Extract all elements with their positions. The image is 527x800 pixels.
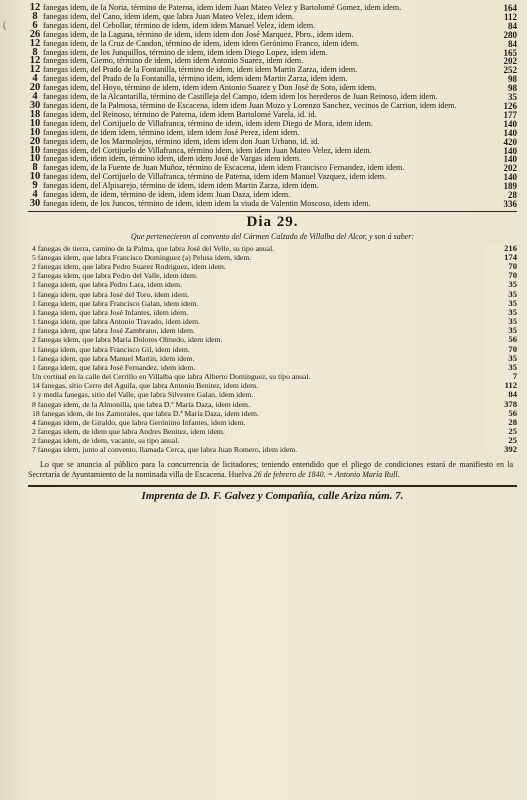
entry-text: fanegas idem, de idem, término de idem, idem idem Juan Daza, idem idem. [43, 190, 291, 200]
entry-price: 202 [503, 163, 517, 174]
entry2-price: 84 [485, 390, 517, 399]
entry-text: fanegas idem, del Prado de la Fontanilla, término idem, idem idem Martin Zarza, idem idem. [43, 74, 348, 84]
entry2-price: 216 [485, 244, 517, 253]
entry2-text: 1 fanega idem, que labra Francisco Gil, idem idem. [32, 344, 190, 354]
entry-text: fanegas idem, de idem idem, término idem, idem idem José Perez, idem idem. [43, 127, 300, 137]
entry2-price: 25 [485, 427, 517, 436]
entry2-row [28, 372, 517, 381]
entry-text: fanegas idem, Giemo, término de idem, idem idem Antonio Suarez, idem idem. [43, 56, 304, 66]
entry2-row [28, 326, 517, 335]
entry2-price: 35 [485, 363, 517, 372]
entry-text: fanegas idem, de la Fuente de Juan Muñoz, término de Escacena, idem idem Francisco Fernandez, idem idem. [43, 163, 405, 173]
entry-text: fanegas idem, del Cebollar, término de idem, idem idem Manuel Velez, idem idem. [43, 20, 316, 30]
entry-price: 202 [503, 56, 517, 67]
entry2-text: 1 fanega idem, que labra José del Toro, idem idem. [32, 289, 189, 299]
entry-price: 140 [503, 118, 517, 129]
entry2-price: 35 [485, 290, 517, 299]
entry-price: 420 [503, 136, 517, 147]
entry-text: fanegas idem, del Reinoso, término de Paterna, idem idem Bartolomé Varela, id. id. [43, 109, 317, 119]
entry2-price: 56 [485, 409, 517, 418]
entry-price: 164 [503, 3, 517, 13]
entry2-text: 1 fanega idem, que labra Pedro Lara, idem idem. [32, 280, 183, 290]
entry-price: 98 [508, 83, 517, 94]
entry-text: fanegas idem, de los Marmolejos, término idem, idem idem don Juan Urbano, id. id. [43, 136, 320, 146]
entry-text: fanegas idem, del Cortijuelo de Villafranca, término idem, idem idem Juan Mateo Velez, idem idem. [43, 145, 372, 155]
entry2-row [28, 345, 517, 354]
entry2-row [28, 262, 517, 271]
entry2-text: 1 fanega idem, que labra José Fernandez, idem idem. [32, 362, 196, 372]
entries-list [28, 4, 517, 209]
entry-quantity: 9 [32, 180, 38, 192]
entry-quantity: 26 [29, 28, 41, 40]
entry2-row [28, 290, 517, 299]
entry2-price: 35 [485, 326, 517, 335]
entry2-text: 1 fanega idem, que labra Manuel Martin, idem idem. [32, 353, 195, 363]
notice-date-signature: 26 de febrero de 1840. = Antonio María Rull. [253, 469, 400, 479]
entry2-text: 5 fanegas idem, que labra Francisco Dominguez (a) Pelusa idem, idem. [32, 253, 252, 262]
entry-quantity: 12 [29, 64, 41, 76]
entry2-row [28, 436, 517, 445]
entry2-row [28, 271, 517, 280]
entry2-price: 392 [485, 445, 517, 454]
entry-text: fanegas idem, del Cano, idem idem, que labra Juan Mateo Velez, idem idem. [43, 11, 295, 21]
entry-price: 189 [503, 181, 517, 192]
entry2-row [28, 299, 517, 308]
entry2-price: 25 [485, 436, 517, 445]
entry2-row [28, 354, 517, 363]
entry-quantity: 4 [32, 189, 38, 201]
entry2-row [28, 244, 517, 253]
entry-quantity: 8 [32, 46, 38, 58]
entry-quantity: 8 [32, 10, 38, 22]
entry2-price: 56 [485, 335, 517, 344]
entry-price: 140 [503, 127, 517, 138]
notice-paragraph [28, 460, 517, 479]
entry-quantity: 10 [29, 153, 41, 165]
entry-quantity: 30 [29, 99, 41, 111]
entry2-text: 14 fanegas, sitio Cerro del Aguila, que labra Antonio Benitez, idem idem. [32, 381, 259, 391]
entry-price: 165 [503, 47, 517, 58]
entry-quantity: 10 [29, 171, 41, 183]
entry-price: 140 [503, 154, 517, 165]
entry-row [28, 197, 517, 209]
entry-text: fanegas idem, de la Palmosa, término de Escacena, idem idem Juan Mozo y Lorenzo Sanchez, vecinos de Carrion, idem idem. [43, 100, 457, 110]
entry2-text: 2 fanegas idem, que labra Pedro del Valle, idem idem. [32, 271, 198, 281]
entry-price: 112 [503, 11, 517, 22]
entry-price: 98 [508, 74, 517, 85]
entry-text: fanegas idem, del Prado de la Fontanilla, término de idem, idem idem Martin Zarza, idem idem. [43, 65, 358, 75]
entry-quantity: 20 [29, 82, 41, 94]
entry2-row [28, 280, 517, 289]
entry-quantity: 12 [29, 55, 41, 67]
entry-text: fanegas idem, idem idem, término idem, idem idem José de Vargas idem idem. [43, 154, 301, 164]
entry2-text: 4 fanegas de tierra, camino de la Palma, que labra José del Velle, su tipo anual. [32, 243, 275, 253]
entry-text: fanegas idem, de la Alcantarilla, término de Castilleja del Campo, idem idem los herederos de Juan Reinoso, idem idem. [43, 92, 438, 102]
entry-quantity: 10 [29, 144, 41, 156]
entry-quantity: 30 [29, 197, 41, 209]
entry-price: 84 [508, 20, 517, 31]
entry-text: fanegas idem, de la Noria, término de Paterna, idem idem Juan Mateo Velez y Bartolomé Gomez, idem idem. [43, 3, 402, 12]
entry-price: 336 [503, 198, 517, 209]
entry2-text: 2 fanegas idem, de idem que labra Andres Benitez, idem idem. [32, 426, 225, 436]
entry-quantity: 12 [29, 2, 41, 13]
entry-text: fanegas idem, de los Juncos, término de idem, idem idem la viuda de Valentin Moscoso, idem idem. [43, 198, 371, 208]
entry-price: 84 [508, 38, 517, 49]
entry2-price: 70 [485, 271, 517, 280]
entry2-row [28, 335, 517, 344]
entry2-row [28, 308, 517, 317]
entry-price: 177 [503, 109, 517, 120]
entry2-text: 2 fanegas idem, que labra Pedro Suarez Rodriguez, idem idem. [32, 262, 226, 272]
entry-text: fanegas idem, de la Laguna, término de idem, idem idem don José Marquez, Pbro., idem idem. [43, 29, 354, 39]
entry2-price: 7 [485, 372, 517, 381]
entry2-price: 35 [485, 317, 517, 326]
entry2-price: 70 [485, 345, 517, 354]
entry-text: fanegas idem, del Alpisarejo, término de idem, idem idem Martin Zarza, idem idem. [43, 181, 319, 191]
entry2-row [28, 418, 517, 427]
entry2-price: 28 [485, 418, 517, 427]
entry2-text: 1 fanega idem, que labra Francisco Galan, idem idem. [32, 298, 199, 308]
entry2-text: 1 fanega idem, que labra Antonio Travado, idem idem. [32, 317, 201, 327]
entry2-text: 1 y media fanegas, sitio del Valle, que labra Silvestre Galan, idem idem. [32, 390, 254, 400]
entry2-price: 112 [485, 381, 517, 390]
entry-quantity: 10 [29, 117, 41, 129]
entry2-text: 2 fanegas idem, que labra María Dolores Olmedo, idem idem. [32, 335, 223, 345]
entry2-price: 35 [485, 299, 517, 308]
printer-imprint: Imprenta de D. F. Galvez y Compañía, calle Ariza núm. 7. [28, 485, 517, 502]
entry-quantity: 4 [32, 91, 38, 103]
entries2-list [28, 244, 517, 455]
entry-quantity: 6 [32, 19, 38, 31]
entry2-price: 70 [485, 262, 517, 271]
entry-quantity: 20 [29, 135, 41, 147]
section-title: Dia 29. [246, 213, 299, 230]
entry-text: fanegas idem, del Cortijuelo de Villafranca, término de Paterna, idem idem Manuel Vazquez, idem idem. [43, 172, 387, 182]
entry-price: 28 [508, 190, 517, 201]
entry-price: 252 [503, 65, 517, 76]
entry2-text: 8 fanegas idem, de la Almonilla, que labra D.ª María Daza, idem idem. [32, 399, 250, 409]
entry2-text: 1 fanega idem, que labra José Infantes, idem idem. [32, 307, 189, 317]
entry-quantity: 4 [32, 73, 38, 85]
entry2-row [28, 390, 517, 399]
entry-text: fanegas idem, del Hoyo, término de idem, idem idem Antonio Suarez y Don José de Soto, idem idem. [43, 83, 377, 93]
entry2-text: Un cortinal en la calle del Cerrillo en Villalba que labra Alberto Dominguez, su tipo anual. [32, 372, 311, 382]
entry-quantity: 10 [29, 126, 41, 138]
section-divider [28, 211, 517, 212]
entry2-row [28, 427, 517, 436]
entry2-text: 18 fanegas idem, de los Zamorales, que labra D.ª María Daza, idem idem. [32, 408, 259, 418]
entry2-price: 378 [485, 400, 517, 409]
entry2-text: 1 fanega idem, que labra José Zambrano, idem idem. [32, 326, 195, 336]
entry2-row [28, 317, 517, 326]
entry2-row [28, 400, 517, 409]
entry2-row [28, 409, 517, 418]
entry2-row [28, 253, 517, 262]
entry-quantity: 8 [32, 162, 38, 174]
entry-price: 140 [503, 172, 517, 183]
entry2-row [28, 363, 517, 372]
entry-text: fanegas idem, de los Junquillos, término de idem, idem idem Diego Lopez, idem idem. [43, 47, 328, 57]
entry2-row [28, 445, 517, 454]
entry-quantity: 12 [29, 37, 41, 49]
entry2-text: 7 fanegas idem, junto al convento, llamada Cerca, que labra Juan Romero, idem idem. [32, 445, 298, 455]
entry2-price: 174 [485, 253, 517, 262]
entry-text: fanegas idem, del Cortijuelo de Villafranca, término de idem, idem idem Diego de Mora, idem idem. [43, 118, 373, 128]
entry-price: 280 [503, 29, 517, 40]
entry-text: fanegas idem, de la Cruz de Candon, término de idem, idem idem Gerónimo Franco, idem idem. [43, 38, 360, 48]
entry2-price: 35 [485, 308, 517, 317]
section-subtitle: Que pertenecieron al convento del Cármen Calzado de Villalba del Alcor, y son á saber: [130, 231, 415, 241]
entry-price: 126 [503, 100, 517, 111]
entry-price: 35 [508, 92, 517, 103]
entry-quantity: 18 [29, 108, 41, 120]
entry2-row [28, 381, 517, 390]
gutter-pencil-mark: ( [1, 19, 8, 32]
entry2-text: 4 fanegas idem, de Giraldo, que labra Gerónimo Infantes, idem idem. [32, 417, 246, 427]
notice-text: Lo que se anuncia al público para la concurrencia de licitadores; teniendo entendido que el pliego de condiciones estará de manifiesto en la Secretaría de Ayuntamiento de la nominada villa de Escacena. Huelva [28, 460, 513, 479]
entry2-price: 35 [485, 280, 517, 289]
entry2-price: 35 [485, 354, 517, 363]
entry-price: 140 [503, 145, 517, 156]
entry2-text: 2 fanegas idem, de idem, vacante, su tipo anual. [32, 436, 180, 446]
